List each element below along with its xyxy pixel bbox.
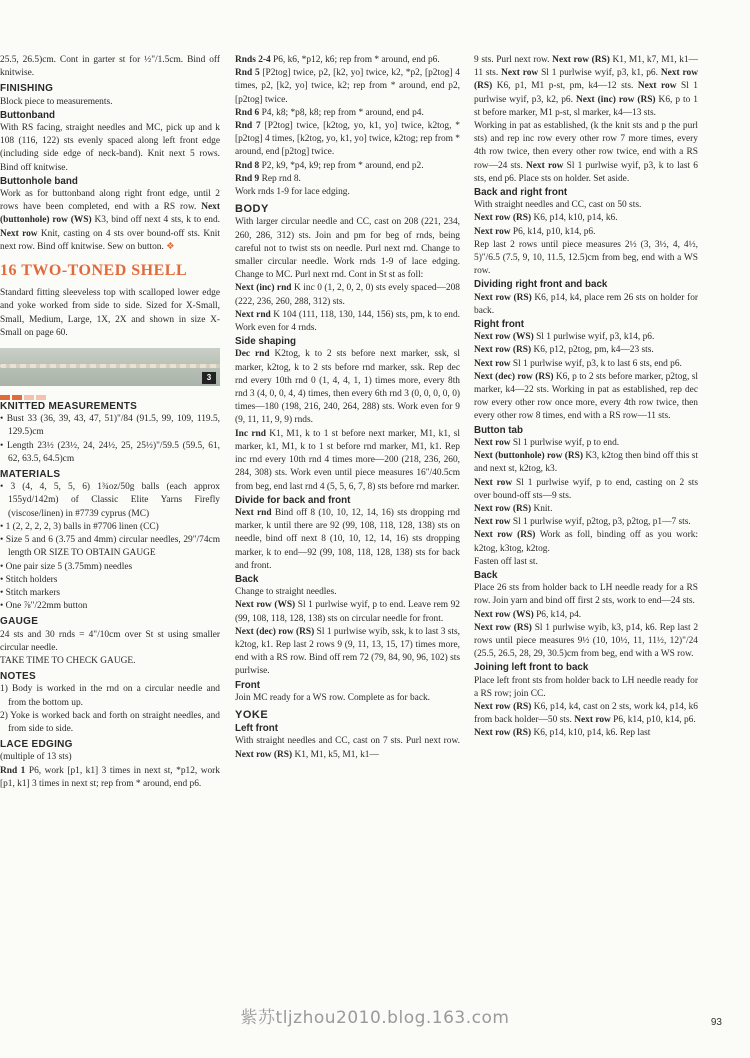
instruction-label: Next row (RS) bbox=[474, 292, 532, 303]
text: Work as for buttonband along right front edge, until 2 rows have been completed, end with a RS row. bbox=[0, 189, 220, 213]
instruction-label: Rnd 5 bbox=[235, 68, 260, 79]
subheading-buttonband: Buttonband bbox=[0, 109, 55, 121]
pattern-intro: Standard fitting sleeveless top with scalloped lower edge and yoke worked from side to side. Sized for X-Small, Small, Medium, Large, 1X, 2X and shown in size X-Small on page 60. bbox=[0, 288, 220, 338]
paragraph bbox=[474, 477, 698, 503]
paragraph: Change to straight needles. bbox=[235, 587, 337, 598]
paragraph bbox=[474, 371, 698, 424]
instruction-label: Next row bbox=[474, 226, 511, 237]
instruction-label: Next row (RS) bbox=[552, 55, 610, 65]
page-number: 93 bbox=[710, 1017, 722, 1028]
paragraph bbox=[235, 599, 460, 625]
yarn-weight-badge: 3 bbox=[202, 372, 216, 384]
list-item: 2) Yoke is worked back and forth on straight needles, and from side to side. bbox=[0, 710, 220, 734]
instruction-label: Next (inc) row (RS) bbox=[575, 94, 656, 105]
text: Sl 1 purlwise wyif, p3, k2, p6. bbox=[474, 81, 698, 105]
instruction-label: Next row bbox=[0, 228, 38, 239]
text: K6, p14, k10, p14, k6. Rep last bbox=[531, 728, 651, 739]
paragraph bbox=[474, 701, 698, 727]
pattern-number: 16 bbox=[0, 262, 17, 280]
text: K1, M1, k to 1 st before next marker, M1, k1, sl marker, k1, M1, k to 1 st before rnd marker, M1, k1. Rep inc rnd every 10th rnd 4 times more—200 (218, 236, 260, 284, 308) sts. Work even until piece measures 16"/40.5cm from beg, end last rnd 4 (5, 5, 6, 7, 8) sts before rnd marker. bbox=[235, 428, 460, 492]
paragraph bbox=[474, 120, 698, 186]
subheading-back: Back bbox=[235, 573, 259, 585]
list-item: • Size 5 and 6 (3.75 and 4mm) circular needles, 29"/74cm length OR SIZE TO OBTAIN GAUGE bbox=[0, 535, 220, 559]
paragraph bbox=[0, 188, 220, 254]
instruction-label: Next (inc) rnd bbox=[235, 283, 292, 294]
paragraph bbox=[235, 107, 460, 120]
text: K6, p12, p2tog, pm, k4—23 sts. bbox=[531, 345, 654, 356]
text: K1, M1, k7, M1, k1—11 sts. bbox=[474, 55, 699, 79]
paragraph bbox=[474, 344, 698, 357]
instruction-label: Next row (WS) bbox=[474, 609, 534, 620]
paragraph: With RS facing, straight needles and MC, pick up and k 108 (116, 122) sts evenly spaced along left front edge (including side edge of neck-band). Knit next 5 rows. Bind off knitwise. bbox=[0, 123, 220, 173]
list-item: • 3 (4, 4, 5, 5, 6) 1¾oz/50g balls (each approx 155yd/142m) of Classic Elite Yarns Firefly (viscose/linen) in #7739 cyprus (MC) bbox=[0, 482, 220, 519]
text: K1, M1, k5, M1, k1— bbox=[292, 749, 379, 760]
paragraph bbox=[474, 437, 698, 450]
instruction-label: Next (buttonhole) row (RS) bbox=[474, 451, 583, 462]
instruction-label: Next row (RS) bbox=[474, 622, 532, 633]
text: P6, k14, p10, k14, p6. bbox=[610, 715, 696, 726]
paragraph: With straight needles and CC, cast on 50 sts. bbox=[474, 200, 642, 211]
paragraph bbox=[474, 358, 698, 371]
instruction-label: Next row (RS) bbox=[474, 345, 532, 356]
subheading-divide: Divide for back and front bbox=[235, 494, 351, 506]
text: K6, p1, M1 p-st, pm, k4—12 sts. bbox=[492, 81, 638, 92]
paragraph bbox=[474, 450, 698, 476]
text: P2, k9, *p4, k9; rep from * around, end p2. bbox=[259, 160, 424, 171]
text: K2tog, k to 2 sts before next marker, ssk, sl marker, k2tog, k to 2 sts before rnd marker, ssk. Rep dec rnd every 10th rnd 0 (1, 4, 4, 1, 1) times more, every 8th rnd 3 (4, 0, 0, 4, 4) times, then every 6th rnd 3 (0, 0, 0, 0, 0) times—180 (198, 216, 240, 264, 288) sts. Work even for 9 (9, 11, 11, 9, 9) rnds. bbox=[235, 349, 460, 426]
instruction-label: Next row bbox=[637, 81, 677, 92]
instruction-label: Dec rnd bbox=[235, 349, 270, 360]
instruction-label: Next row (WS) bbox=[235, 600, 296, 611]
text: K6, p14, k10, p14, k6. bbox=[531, 213, 618, 224]
watermark: 紫苏tljzhou2010.blog.163.com bbox=[240, 1008, 510, 1028]
text: K3, k2tog then bind off this st and next st, k2tog, k3. bbox=[474, 451, 699, 475]
list-item: • One ⅞"/22mm button bbox=[0, 601, 88, 612]
instruction-label: Next (dec) row (RS) bbox=[235, 626, 315, 637]
section-heading-lace-edging: LACE EDGING bbox=[0, 739, 73, 751]
paragraph bbox=[235, 507, 460, 573]
yarn-swatch-image bbox=[0, 348, 220, 386]
paragraph bbox=[474, 609, 698, 622]
instruction-label: Next row bbox=[474, 517, 511, 528]
section-heading-yoke: YOKE bbox=[235, 708, 269, 721]
text: [P2tog] twice, p2, [k2, yo] twice, k2, *p2, [p2tog] 4 times, p2, [k2, yo] twice, k2; rep from * around, end p2, [p2tog] twice. bbox=[235, 68, 460, 105]
instruction-label: Next row bbox=[474, 477, 513, 488]
list-item: • 1 (2, 2, 2, 2, 3) balls in #7706 linen (CC) bbox=[0, 521, 159, 532]
text: Rep rnd 8. bbox=[259, 173, 301, 184]
paragraph bbox=[474, 516, 698, 529]
text: K inc 0 (1, 2, 0, 2, 0) sts evely spaced—208 (222, 236, 260, 288, 312) sts. bbox=[235, 283, 460, 307]
list-item: • Stitch markers bbox=[0, 587, 61, 598]
middle-column bbox=[235, 54, 460, 762]
instruction-label: Next row (RS) bbox=[474, 728, 532, 739]
instruction-label: Rnd 1 bbox=[0, 765, 26, 776]
text: Working in pat as established, (k the knit sts and p the purl sts) and rep inc row every other row 7 more times, every 4th row twice, then every other row twice, end with a RS row—24 sts. bbox=[474, 121, 698, 171]
paragraph bbox=[474, 212, 698, 225]
text: Sl 1 purlwise wyif, p3, k1, p6. bbox=[538, 68, 661, 79]
section-heading-materials: MATERIALS bbox=[0, 469, 61, 481]
text: P6, k6, *p12, k6; rep from * around, end p6. bbox=[270, 55, 440, 65]
paragraph: Block piece to measurements. bbox=[0, 96, 113, 107]
paragraph: (multiple of 13 sts) bbox=[0, 752, 72, 763]
paragraph bbox=[474, 622, 698, 662]
instruction-label: Next row bbox=[474, 358, 511, 369]
subheading-front: Front bbox=[235, 679, 261, 691]
paragraph bbox=[235, 54, 460, 67]
text: K6, p14, k4, place rem 26 sts on holder for back. bbox=[474, 292, 699, 316]
instruction-label: Next (dec) row (RS) bbox=[474, 371, 554, 382]
subheading-dividing: Dividing right front and back bbox=[474, 279, 608, 291]
list-item: • Bust 33 (36, 39, 43, 47, 51)"/84 (91.5, 99, 109, 119.5, 129.5)cm bbox=[0, 414, 220, 438]
instruction-label: Rnd 7 bbox=[235, 121, 261, 132]
end-ornament-icon: ❖ bbox=[166, 241, 175, 252]
paragraph bbox=[474, 54, 698, 120]
text: Sl 1 purlwise wyif, p to end. bbox=[510, 437, 620, 448]
list-item: • One pair size 5 (3.75mm) needles bbox=[0, 561, 133, 572]
instruction-label: Rnds 2-4 bbox=[235, 55, 271, 65]
pattern-title bbox=[0, 262, 220, 280]
instruction-label: Next row (RS) bbox=[474, 213, 532, 224]
paragraph: Join MC ready for a WS row. Complete as for back. bbox=[235, 692, 431, 703]
text: [P2tog] twice, [k2tog, yo, k1, yo] twice, k2tog, *[p2tog] 4 times, [k2tog, yo, k1, yo] twice, k2tog; rep from * around, end [p2tog] twice. bbox=[235, 121, 460, 158]
text: P6, k14, p10, k14, p6. bbox=[510, 226, 596, 237]
text: Sl 1 purlwise wyib, ssk, k to last 3 sts, k2tog, k1. Rep last 2 rows 9 (9, 11, 13, 15, 17) times more, end with a RS row. Bind off rem 72 (79, 84, 90, 96, 102) sts purlwise. bbox=[235, 626, 460, 677]
paragraph bbox=[0, 765, 220, 791]
paragraph: 24 sts and 30 rnds = 4"/10cm over St st using smaller circular needle. bbox=[0, 629, 220, 653]
instruction-label: Next rnd bbox=[235, 507, 272, 518]
instruction-label: Next row (RS) bbox=[474, 503, 532, 514]
paragraph bbox=[474, 331, 698, 344]
paragraph bbox=[235, 120, 460, 160]
instruction-label: Next row (RS) bbox=[474, 530, 536, 541]
paragraph bbox=[474, 226, 698, 239]
text: Knit. bbox=[531, 503, 553, 514]
subheading-button-tab: Button tab bbox=[474, 424, 523, 436]
section-heading-finishing: FINISHING bbox=[0, 83, 54, 95]
subheading-right-front: Right front bbox=[474, 319, 525, 331]
list-item: 1) Body is worked in the rnd on a circular needle and from the bottom up. bbox=[0, 684, 220, 708]
paragraph bbox=[235, 348, 460, 427]
paragraph: TAKE TIME TO CHECK GAUGE. bbox=[0, 655, 136, 666]
paragraph bbox=[474, 503, 698, 516]
instruction-label: Rnd 9 bbox=[235, 173, 260, 184]
text: Knit, casting on 4 sts over bound-off sts. Knit next row. Bind off knitwise. Sew on button. bbox=[0, 228, 220, 252]
text: K3, bind off next 4 sts, k to end. bbox=[91, 215, 220, 226]
text: K 104 (111, 118, 130, 144, 156) sts, pm, k to end. Work even for 4 rnds. bbox=[235, 309, 460, 334]
text: K6, p14, k4, cast on 2 sts, work k4, p14, k6 from back holder—50 sts. bbox=[474, 701, 698, 726]
text: Sl 1 purlwise wyif, p2tog, p3, p2tog, p1—7 sts. bbox=[510, 517, 691, 528]
text: P6, k14, p4. bbox=[533, 609, 582, 620]
text: Sl 1 purlwise wyif, p3, k to last 6 sts, end p6. Place sts on holder. Set aside. bbox=[474, 160, 698, 184]
paragraph bbox=[235, 282, 460, 308]
text: 9 sts. Purl next row. bbox=[474, 55, 553, 65]
instruction-label: Next row bbox=[526, 160, 564, 171]
instruction-label: Next row bbox=[501, 68, 539, 79]
instruction-label: Next row (WS) bbox=[474, 332, 534, 343]
paragraph bbox=[235, 309, 460, 335]
instruction-label: Next row (RS) bbox=[235, 749, 293, 760]
text: K6, p to 2 sts before marker, p2tog, sl marker, k4—22 sts. Working in pat as established, rep dec row every other row once more, every 4th row twice, then every other row 8 times, end with a RS row—11 sts. bbox=[474, 371, 698, 422]
instruction-label: Next row bbox=[574, 715, 611, 726]
skill-level-indicator bbox=[0, 392, 220, 398]
subheading-left-front: Left front bbox=[235, 723, 278, 735]
paragraph: Place left front sts from holder back to LH needle ready for a RS row; join CC. bbox=[474, 675, 698, 699]
section-heading-measurements: KNITTED MEASUREMENTS bbox=[0, 401, 138, 413]
paragraph bbox=[235, 173, 460, 186]
paragraph bbox=[474, 727, 698, 740]
left-column bbox=[0, 54, 220, 791]
section-heading-body: BODY bbox=[235, 203, 269, 216]
text: P6, work [p1, k1] 3 times in next st, *p12, work [p1, k1] 3 times in next st; rep from * around, end p6. bbox=[0, 765, 220, 789]
instruction-label: Next rnd bbox=[235, 309, 271, 320]
yarn-strand bbox=[0, 364, 220, 368]
instruction-label: Next row bbox=[474, 437, 511, 448]
text: Sl 1 purlwise wyif, p to end, casting on 2 sts over bound-off sts—9 sts. bbox=[474, 477, 698, 501]
subheading-side-shaping: Side shaping bbox=[235, 336, 296, 348]
paragraph: With larger circular needle and CC, cast on 208 (221, 234, 260, 286, 312) sts. Join and pm for beg of rnds, being careful not to twist sts on needle. Purl next rnd. Change to smaller circular needle. Work rnds 1-9 of lace edging. Change to MC. Purl next rnd. Cont in St st as foll: bbox=[235, 217, 460, 281]
paragraph: Place 26 sts from holder back to LH needle ready for a RS row. Join yarn and bind off first 2 sts, work to end—24 sts. bbox=[474, 583, 698, 607]
paragraph bbox=[235, 160, 460, 173]
section-heading-gauge: GAUGE bbox=[0, 616, 39, 628]
text: K6, p to 1 st before marker, M1 p-st, sl marker, k4—13 sts. bbox=[474, 94, 698, 118]
paragraph bbox=[235, 626, 460, 679]
text: Sl 1 purlwise wyif, p to end. Leave rem 92 (99, 108, 118, 128, 138) sts on circular needle for front. bbox=[235, 600, 460, 624]
instruction-label: Inc rnd bbox=[235, 428, 266, 439]
subheading-back-yoke: Back bbox=[474, 569, 498, 581]
text: Sl 1 purlwise wyif, p3, k14, p6. bbox=[533, 332, 655, 343]
pattern-title-text: TWO-TONED SHELL bbox=[17, 262, 188, 280]
paragraph: Work rnds 1-9 for lace edging. bbox=[235, 187, 350, 198]
paragraph: Rep last 2 rows until piece measures 2½ (3, 3½, 4, 4½, 5)"/6.5 (7.5, 9, 10, 11.5, 12.5)cm from beg, end with a WS row. bbox=[474, 239, 698, 277]
section-heading-notes: NOTES bbox=[0, 671, 36, 683]
paragraph bbox=[474, 292, 698, 318]
list-item: • Stitch holders bbox=[0, 574, 58, 585]
text: Sl 1 purlwise wyib, k3, p14, k6. Rep last 2 rows until piece measures 9½ (10, 10½, 11, 11½, 12)"/24 (25.5, 26.5, 28, 29, 30.5)cm from beg, end with a WS row. bbox=[474, 622, 699, 660]
paragraph: 25.5, 26.5)cm. Cont in garter st for ½"/1.5cm. Bind off knitwise. bbox=[0, 55, 220, 79]
instruction-label: Rnd 6 bbox=[235, 107, 260, 118]
paragraph bbox=[474, 529, 698, 555]
paragraph: Fasten off last st. bbox=[474, 556, 538, 567]
instruction-label: Next row (RS) bbox=[474, 68, 698, 92]
paragraph bbox=[235, 428, 460, 494]
subheading-buttonhole-band: Buttonhole band bbox=[0, 175, 78, 187]
right-column bbox=[474, 54, 698, 741]
paragraph bbox=[235, 735, 460, 761]
text: Sl 1 purlwise wyif, p3, k to last 6 sts, end p6. bbox=[510, 358, 682, 369]
instruction-label: Next row (RS) bbox=[474, 701, 532, 712]
subheading-back-and-right-front: Back and right front bbox=[474, 187, 568, 199]
instruction-label: Next (buttonhole) row (WS) bbox=[0, 202, 220, 226]
text: Work as foll, binding off as you work: k2tog, k3tog, k2tog. bbox=[474, 530, 699, 554]
list-item: • Length 23½ (23½, 24, 24½, 25, 25½)"/59.5 (59.5, 61, 62, 63.5, 64.5)cm bbox=[0, 440, 220, 464]
text: Bind off 8 (10, 10, 12, 14, 16) sts dropping rnd marker, k until there are 92 (99, 108, 118, 128, 138) sts on needle, bind off next 8 (10, 10, 12, 14, 16) sts dropping marker, k to end—92 (99, 108, 118, 128, 138) sts for back and front. bbox=[235, 507, 460, 571]
instruction-label: Rnd 8 bbox=[235, 160, 260, 171]
text: P4, k8; *p8, k8; rep from * around, end p4. bbox=[259, 107, 424, 118]
text: With straight needles and CC, cast on 7 sts. Purl next row. bbox=[235, 736, 460, 747]
subheading-joining: Joining left front to back bbox=[474, 662, 589, 674]
paragraph bbox=[235, 67, 460, 107]
